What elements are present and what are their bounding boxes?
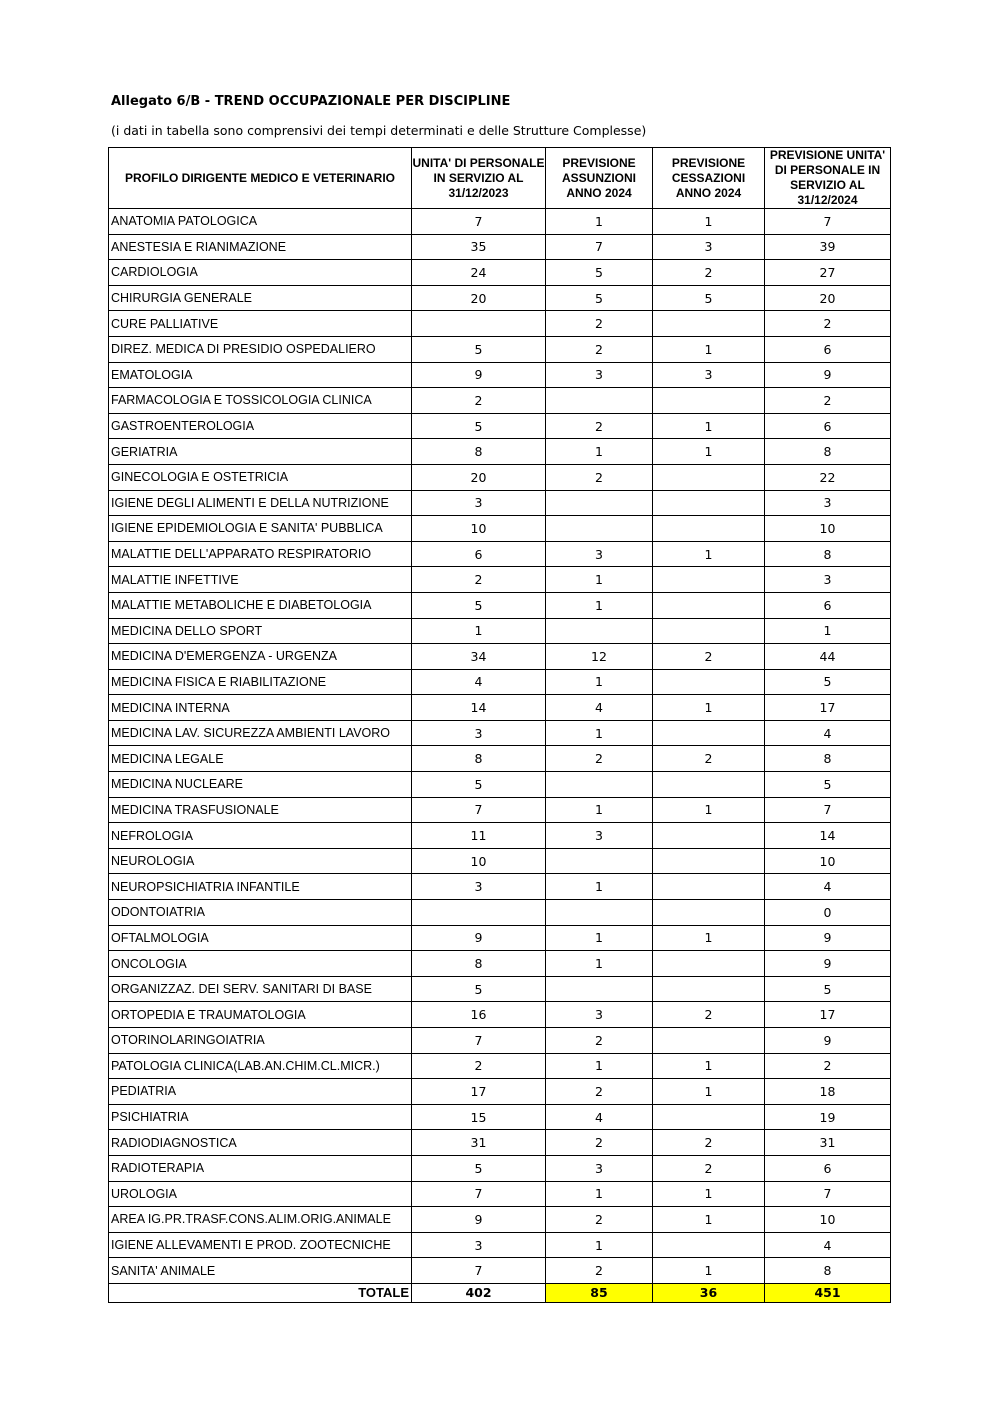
hirings-2024: 1 [546, 720, 653, 746]
table-row [109, 336, 891, 362]
hirings-2024 [546, 388, 653, 414]
staff-2023: 8 [412, 951, 546, 977]
hirings-2024: 2 [546, 1207, 653, 1233]
table-row [109, 976, 891, 1002]
table-row [109, 490, 891, 516]
hirings-2024: 1 [546, 439, 653, 465]
hirings-2024: 2 [546, 336, 653, 362]
total-row [109, 1283, 891, 1302]
hirings-2024: 7 [546, 234, 653, 260]
hirings-2024: 2 [546, 1079, 653, 1105]
discipline-name: RADIOTERAPIA [109, 1155, 412, 1181]
staff-2023: 34 [412, 644, 546, 670]
staff-2023: 5 [412, 592, 546, 618]
staff-2024: 3 [765, 567, 891, 593]
staff-2024: 5 [765, 976, 891, 1002]
discipline-name: PSICHIATRIA [109, 1104, 412, 1130]
discipline-name: MEDICINA FISICA E RIABILITAZIONE [109, 669, 412, 695]
staff-2023: 10 [412, 516, 546, 542]
staff-2024: 3 [765, 490, 891, 516]
discipline-name: MEDICINA DELLO SPORT [109, 618, 412, 644]
hirings-2024: 1 [546, 951, 653, 977]
discipline-name: ANESTESIA E RIANIMAZIONE [109, 234, 412, 260]
total-label: TOTALE [109, 1283, 412, 1302]
table-row [109, 848, 891, 874]
discipline-name: ORGANIZZAZ. DEI SERV. SANITARI DI BASE [109, 976, 412, 1002]
discipline-name: OFTALMOLOGIA [109, 925, 412, 951]
staff-2023: 11 [412, 823, 546, 849]
table-row [109, 1232, 891, 1258]
terminations-2024 [653, 464, 765, 490]
table-row [109, 413, 891, 439]
terminations-2024: 1 [653, 541, 765, 567]
header-hirings-2024: PREVISIONE ASSUNZIONI ANNO 2024 [546, 148, 653, 209]
staff-2023: 20 [412, 285, 546, 311]
discipline-name: MEDICINA D'EMERGENZA - URGENZA [109, 644, 412, 670]
hirings-2024: 3 [546, 541, 653, 567]
terminations-2024 [653, 951, 765, 977]
staff-2024: 17 [765, 1002, 891, 1028]
hirings-2024: 1 [546, 669, 653, 695]
terminations-2024: 2 [653, 1002, 765, 1028]
staff-2024: 6 [765, 336, 891, 362]
table-row [109, 567, 891, 593]
table-body [109, 209, 891, 1284]
terminations-2024 [653, 772, 765, 798]
discipline-name: AREA IG.PR.TRASF.CONS.ALIM.ORIG.ANIMALE [109, 1207, 412, 1233]
staff-2023: 7 [412, 1181, 546, 1207]
discipline-name: MEDICINA INTERNA [109, 695, 412, 721]
terminations-2024: 2 [653, 1130, 765, 1156]
discipline-name: IGIENE DEGLI ALIMENTI E DELLA NUTRIZIONE [109, 490, 412, 516]
hirings-2024: 1 [546, 592, 653, 618]
hirings-2024: 2 [546, 413, 653, 439]
staff-2023: 20 [412, 464, 546, 490]
staff-2024: 8 [765, 439, 891, 465]
terminations-2024 [653, 823, 765, 849]
hirings-2024: 2 [546, 1258, 653, 1284]
discipline-name: ORTOPEDIA E TRAUMATOLOGIA [109, 1002, 412, 1028]
terminations-2024: 5 [653, 285, 765, 311]
header-terminations-2024: PREVISIONE CESSAZIONI ANNO 2024 [653, 148, 765, 209]
terminations-2024 [653, 311, 765, 337]
staff-2023: 9 [412, 362, 546, 388]
terminations-2024: 1 [653, 336, 765, 362]
hirings-2024: 5 [546, 260, 653, 286]
table-footer [109, 1283, 891, 1302]
terminations-2024: 1 [653, 1207, 765, 1233]
hirings-2024 [546, 848, 653, 874]
table-row [109, 951, 891, 977]
table-row [109, 541, 891, 567]
hirings-2024: 1 [546, 1053, 653, 1079]
table-row [109, 900, 891, 926]
staff-2024: 39 [765, 234, 891, 260]
hirings-2024: 3 [546, 823, 653, 849]
table-row [109, 1104, 891, 1130]
table-row [109, 592, 891, 618]
discipline-name: MEDICINA NUCLEARE [109, 772, 412, 798]
terminations-2024 [653, 900, 765, 926]
discipline-name: OTORINOLARINGOIATRIA [109, 1028, 412, 1054]
staff-2024: 10 [765, 516, 891, 542]
table-header [109, 148, 891, 209]
hirings-2024: 1 [546, 1232, 653, 1258]
hirings-2024: 5 [546, 285, 653, 311]
table-row [109, 772, 891, 798]
discipline-name: ODONTOIATRIA [109, 900, 412, 926]
staff-2023 [412, 311, 546, 337]
terminations-2024 [653, 592, 765, 618]
terminations-2024: 2 [653, 746, 765, 772]
discipline-name: MEDICINA LEGALE [109, 746, 412, 772]
staff-2023: 24 [412, 260, 546, 286]
terminations-2024: 2 [653, 1155, 765, 1181]
staff-2024: 5 [765, 669, 891, 695]
staff-2024: 7 [765, 797, 891, 823]
hirings-2024: 4 [546, 1104, 653, 1130]
hirings-2024: 3 [546, 362, 653, 388]
staff-2024: 18 [765, 1079, 891, 1105]
discipline-name: NEUROLOGIA [109, 848, 412, 874]
table-row [109, 797, 891, 823]
discipline-name: PEDIATRIA [109, 1079, 412, 1105]
staff-2024: 17 [765, 695, 891, 721]
table-row [109, 285, 891, 311]
terminations-2024 [653, 720, 765, 746]
table-row [109, 1002, 891, 1028]
terminations-2024: 1 [653, 413, 765, 439]
table-row [109, 746, 891, 772]
staff-2024: 20 [765, 285, 891, 311]
hirings-2024: 1 [546, 797, 653, 823]
staff-2023: 6 [412, 541, 546, 567]
terminations-2024 [653, 1104, 765, 1130]
staff-2023: 5 [412, 772, 546, 798]
table-row [109, 1079, 891, 1105]
staff-2023: 8 [412, 746, 546, 772]
staff-2024: 2 [765, 311, 891, 337]
staff-2023: 2 [412, 567, 546, 593]
discipline-name: UROLOGIA [109, 1181, 412, 1207]
staff-2024: 9 [765, 925, 891, 951]
staff-2024: 19 [765, 1104, 891, 1130]
discipline-name: SANITA' ANIMALE [109, 1258, 412, 1284]
hirings-2024: 1 [546, 209, 653, 235]
hirings-2024: 12 [546, 644, 653, 670]
staff-2023: 7 [412, 209, 546, 235]
hirings-2024: 1 [546, 567, 653, 593]
discipline-name: MALATTIE INFETTIVE [109, 567, 412, 593]
staff-2023: 9 [412, 925, 546, 951]
table-row [109, 464, 891, 490]
staff-2023: 3 [412, 874, 546, 900]
terminations-2024 [653, 516, 765, 542]
staff-2023: 10 [412, 848, 546, 874]
hirings-2024 [546, 618, 653, 644]
hirings-2024: 1 [546, 925, 653, 951]
terminations-2024: 1 [653, 925, 765, 951]
staff-2023: 1 [412, 618, 546, 644]
discipline-name: FARMACOLOGIA E TOSSICOLOGIA CLINICA [109, 388, 412, 414]
discipline-name: MALATTIE DELL'APPARATO RESPIRATORIO [109, 541, 412, 567]
hirings-2024: 2 [546, 746, 653, 772]
discipline-name: NEFROLOGIA [109, 823, 412, 849]
staff-2024: 8 [765, 541, 891, 567]
staff-2024: 6 [765, 1155, 891, 1181]
terminations-2024: 2 [653, 260, 765, 286]
staff-2023: 14 [412, 695, 546, 721]
staff-2024: 27 [765, 260, 891, 286]
discipline-name: ONCOLOGIA [109, 951, 412, 977]
staff-2024: 7 [765, 209, 891, 235]
hirings-2024: 1 [546, 874, 653, 900]
staff-2024: 22 [765, 464, 891, 490]
header-profile: PROFILO DIRIGENTE MEDICO E VETERINARIO [109, 148, 412, 209]
staff-2024: 4 [765, 874, 891, 900]
table-row [109, 1181, 891, 1207]
staff-2024: 9 [765, 1028, 891, 1054]
hirings-2024 [546, 900, 653, 926]
staff-2024: 4 [765, 1232, 891, 1258]
hirings-2024 [546, 772, 653, 798]
terminations-2024 [653, 1028, 765, 1054]
total-staff-2023: 402 [412, 1283, 546, 1302]
discipline-name: IGIENE EPIDEMIOLOGIA E SANITA' PUBBLICA [109, 516, 412, 542]
staff-2024: 9 [765, 362, 891, 388]
discipline-name: GINECOLOGIA E OSTETRICIA [109, 464, 412, 490]
table-row [109, 362, 891, 388]
table-row [109, 925, 891, 951]
staff-2024: 31 [765, 1130, 891, 1156]
discipline-name: MEDICINA TRASFUSIONALE [109, 797, 412, 823]
table-row [109, 439, 891, 465]
staff-2024: 9 [765, 951, 891, 977]
hirings-2024: 1 [546, 1181, 653, 1207]
table-row [109, 823, 891, 849]
terminations-2024: 1 [653, 439, 765, 465]
staff-2024: 10 [765, 848, 891, 874]
table-row [109, 234, 891, 260]
table-row [109, 1053, 891, 1079]
table-row [109, 669, 891, 695]
staff-2024: 44 [765, 644, 891, 670]
staff-2024: 14 [765, 823, 891, 849]
hirings-2024: 4 [546, 695, 653, 721]
table-row [109, 1028, 891, 1054]
staff-2023: 15 [412, 1104, 546, 1130]
staff-2024: 1 [765, 618, 891, 644]
table-row [109, 516, 891, 542]
terminations-2024 [653, 874, 765, 900]
staff-2024: 2 [765, 388, 891, 414]
header-staff-2023: UNITA' DI PERSONALE IN SERVIZIO AL 31/12/2023 [412, 148, 546, 209]
staff-2023: 5 [412, 976, 546, 1002]
terminations-2024 [653, 490, 765, 516]
staff-2023: 5 [412, 413, 546, 439]
terminations-2024: 1 [653, 1181, 765, 1207]
total-terminations-2024: 36 [653, 1283, 765, 1302]
table-row [109, 1155, 891, 1181]
table-row [109, 695, 891, 721]
table-row [109, 874, 891, 900]
discipline-name: CHIRURGIA GENERALE [109, 285, 412, 311]
terminations-2024: 1 [653, 1053, 765, 1079]
terminations-2024 [653, 669, 765, 695]
staff-2023: 8 [412, 439, 546, 465]
staff-2023: 31 [412, 1130, 546, 1156]
hirings-2024: 3 [546, 1002, 653, 1028]
table-row [109, 644, 891, 670]
staff-2024: 4 [765, 720, 891, 746]
staff-2023: 17 [412, 1079, 546, 1105]
total-hirings-2024: 85 [546, 1283, 653, 1302]
staff-2023: 35 [412, 234, 546, 260]
table-row [109, 1130, 891, 1156]
staff-2023: 3 [412, 720, 546, 746]
discipline-name: CARDIOLOGIA [109, 260, 412, 286]
total-staff-2024: 451 [765, 1283, 891, 1302]
staff-2024: 6 [765, 592, 891, 618]
terminations-2024: 3 [653, 234, 765, 260]
staff-2024: 7 [765, 1181, 891, 1207]
header-staff-2024: PREVISIONE UNITA' DI PERSONALE IN SERVIZIO AL 31/12/2024 [765, 148, 891, 209]
terminations-2024: 1 [653, 1258, 765, 1284]
document-subtitle: (i dati in tabella sono comprensivi dei tempi determinati e delle Strutture Complesse) [111, 123, 647, 138]
hirings-2024: 2 [546, 311, 653, 337]
hirings-2024: 2 [546, 1130, 653, 1156]
terminations-2024 [653, 848, 765, 874]
discipline-name: RADIODIAGNOSTICA [109, 1130, 412, 1156]
table-row [109, 618, 891, 644]
terminations-2024: 1 [653, 797, 765, 823]
staff-2023: 4 [412, 669, 546, 695]
discipline-name: NEUROPSICHIATRIA INFANTILE [109, 874, 412, 900]
terminations-2024: 3 [653, 362, 765, 388]
table-row [109, 311, 891, 337]
staff-2024: 6 [765, 413, 891, 439]
staff-2023: 3 [412, 1232, 546, 1258]
staff-2023: 2 [412, 1053, 546, 1079]
discipline-name: DIREZ. MEDICA DI PRESIDIO OSPEDALIERO [109, 336, 412, 362]
hirings-2024 [546, 516, 653, 542]
hirings-2024: 2 [546, 464, 653, 490]
table-row [109, 1258, 891, 1284]
terminations-2024 [653, 388, 765, 414]
hirings-2024 [546, 976, 653, 1002]
terminations-2024: 2 [653, 644, 765, 670]
discipline-name: ANATOMIA PATOLOGICA [109, 209, 412, 235]
staff-2023: 5 [412, 1155, 546, 1181]
hirings-2024: 2 [546, 1028, 653, 1054]
staff-2023: 7 [412, 1028, 546, 1054]
discipline-name: GERIATRIA [109, 439, 412, 465]
staff-2023 [412, 900, 546, 926]
document-title: Allegato 6/B - TREND OCCUPAZIONALE PER DISCIPLINE [111, 94, 511, 109]
terminations-2024 [653, 567, 765, 593]
discipline-name: EMATOLOGIA [109, 362, 412, 388]
staff-2023: 7 [412, 1258, 546, 1284]
table-row [109, 260, 891, 286]
staff-2024: 5 [765, 772, 891, 798]
terminations-2024 [653, 976, 765, 1002]
staff-2024: 0 [765, 900, 891, 926]
table-row [109, 720, 891, 746]
staff-2024: 2 [765, 1053, 891, 1079]
hirings-2024: 3 [546, 1155, 653, 1181]
hirings-2024 [546, 490, 653, 516]
header-row [109, 148, 891, 209]
staff-2023: 16 [412, 1002, 546, 1028]
table-row [109, 388, 891, 414]
discipline-name: IGIENE ALLEVAMENTI E PROD. ZOOTECNICHE [109, 1232, 412, 1258]
discipline-name: MEDICINA LAV. SICUREZZA AMBIENTI LAVORO [109, 720, 412, 746]
terminations-2024: 1 [653, 209, 765, 235]
table-row [109, 209, 891, 235]
discipline-name: PATOLOGIA CLINICA(LAB.AN.CHIM.CL.MICR.) [109, 1053, 412, 1079]
table-row [109, 1207, 891, 1233]
staff-2023: 3 [412, 490, 546, 516]
terminations-2024: 1 [653, 1079, 765, 1105]
staff-2024: 8 [765, 746, 891, 772]
terminations-2024 [653, 618, 765, 644]
staff-2024: 8 [765, 1258, 891, 1284]
staff-2024: 10 [765, 1207, 891, 1233]
staff-2023: 2 [412, 388, 546, 414]
discipline-name: MALATTIE METABOLICHE E DIABETOLOGIA [109, 592, 412, 618]
staff-2023: 7 [412, 797, 546, 823]
staff-2023: 5 [412, 336, 546, 362]
discipline-name: CURE PALLIATIVE [109, 311, 412, 337]
discipline-name: GASTROENTEROLOGIA [109, 413, 412, 439]
discipline-table [108, 147, 891, 1303]
terminations-2024 [653, 1232, 765, 1258]
terminations-2024: 1 [653, 695, 765, 721]
staff-2023: 9 [412, 1207, 546, 1233]
